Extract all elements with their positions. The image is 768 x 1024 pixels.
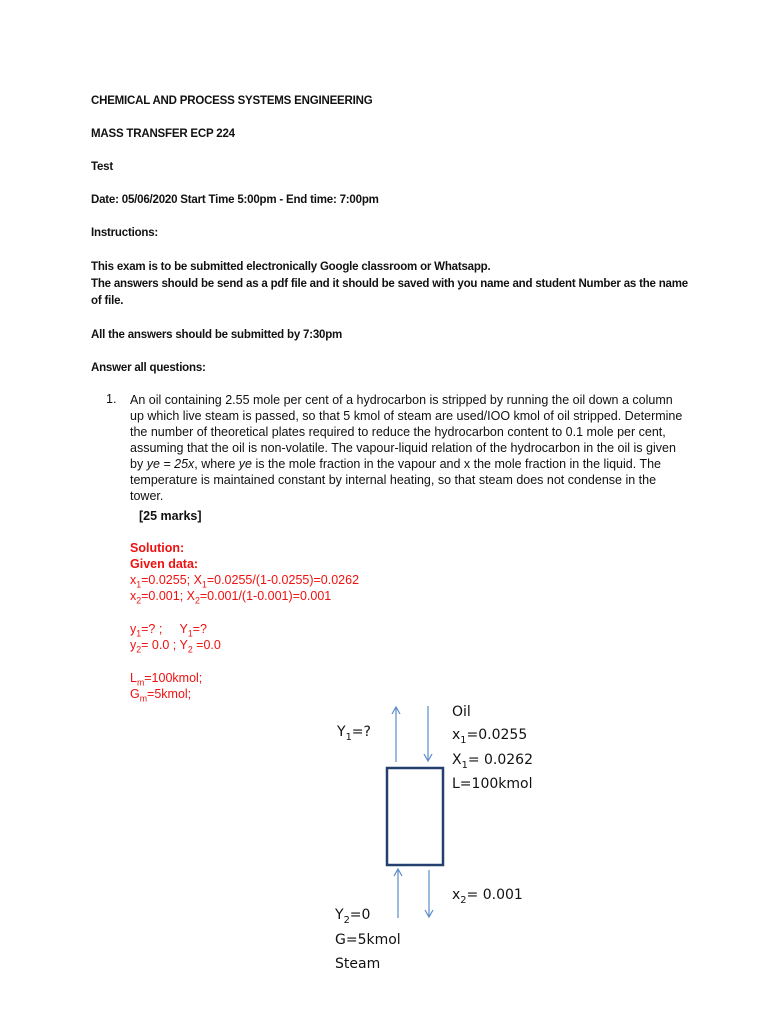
question-text-1: An oil containing 2.55 mole per cent of a hydrocarbon is stripped by running the oil down a column up which live steam is passed, so that 5 kmol of steam are used/IOO kmol of oil stripped. Determine the number of theoretical plates required to reduce the hydrocarbon content to 0.1 mole per cent, assuming that the oil is non-volatile. The vapour-liquid relation of the hydrocarbon in the oil is given by bbox=[130, 393, 683, 471]
column-body bbox=[387, 768, 443, 865]
x2-label: $x_2= 0.001$ bbox=[452, 887, 523, 906]
given-x1-line: $x_1=0.0255$; $X_1=0.0255/(1-0.0255)=0.0262$ bbox=[130, 573, 360, 590]
assessment-type: Test bbox=[91, 161, 113, 173]
instruction-2: The answers should be send as a pdf file and it should be saved with you name and student Number as the name of file. bbox=[91, 278, 688, 307]
steam-label: Steam bbox=[335, 956, 381, 972]
answer-all-line: Answer all questions: bbox=[91, 362, 206, 374]
ye-symbol: ye bbox=[238, 457, 252, 471]
course-title: MASS TRANSFER ECP 224 bbox=[91, 128, 235, 140]
liquid-flow-label: L=100kmol bbox=[452, 776, 533, 792]
steam-in-arrow bbox=[394, 869, 402, 918]
oil-in-arrow bbox=[424, 706, 432, 761]
Y2-label: $Y_2=0$ bbox=[335, 907, 371, 926]
date-line: Date: 05/06/2020 Start Time 5:00pm - End time: 7:00pm bbox=[91, 194, 379, 206]
question-number: 1. bbox=[106, 392, 117, 406]
gas-flow-label: G=5kmol bbox=[335, 932, 401, 948]
question-text-3: is the mole fraction in the vapour and x the mole fraction in the liquid. The temperature is maintained constant by internal heating, so that steam does not condense in the tower. bbox=[130, 457, 661, 503]
given-gm-line: $G_m=5kmol$; bbox=[130, 687, 192, 704]
equation: ye = 25x bbox=[146, 457, 195, 471]
solution-heading: Solution: bbox=[130, 541, 185, 555]
vapour-out-arrow bbox=[392, 707, 400, 762]
deadline-line: All the answers should be submitted by 7:30pm bbox=[91, 329, 343, 341]
x1-label: $x_1=0.0255$ bbox=[452, 727, 528, 746]
department-heading: CHEMICAL AND PROCESS SYSTEMS ENGINEERING bbox=[91, 95, 373, 107]
given-y2-line: $y_2= 0.0$ ; $Y_2 =0.0$ bbox=[130, 638, 221, 655]
X1-ratio-label: $X_1= 0.0262$ bbox=[452, 752, 533, 771]
instructions-heading: Instructions: bbox=[91, 227, 159, 239]
oil-label: Oil bbox=[452, 704, 471, 720]
instruction-1: This exam is to be submitted electronically Google classroom or Whatsapp. bbox=[91, 261, 491, 273]
given-data-heading: Given data: bbox=[130, 557, 199, 571]
marks-label: [25 marks] bbox=[139, 509, 202, 523]
y1-label: $Y_1=$? bbox=[337, 724, 371, 743]
given-y1-line: $y_1=$? ; $Y_1=$? bbox=[130, 622, 207, 639]
question-text-2: , where bbox=[194, 457, 239, 471]
oil-out-arrow bbox=[425, 870, 433, 917]
given-lm-line: $L_m=100kmol$; bbox=[130, 671, 203, 688]
given-x2-line: $x_2=0.001$; $X_2=0.001/(1-0.001)=0.001$ bbox=[130, 589, 332, 606]
